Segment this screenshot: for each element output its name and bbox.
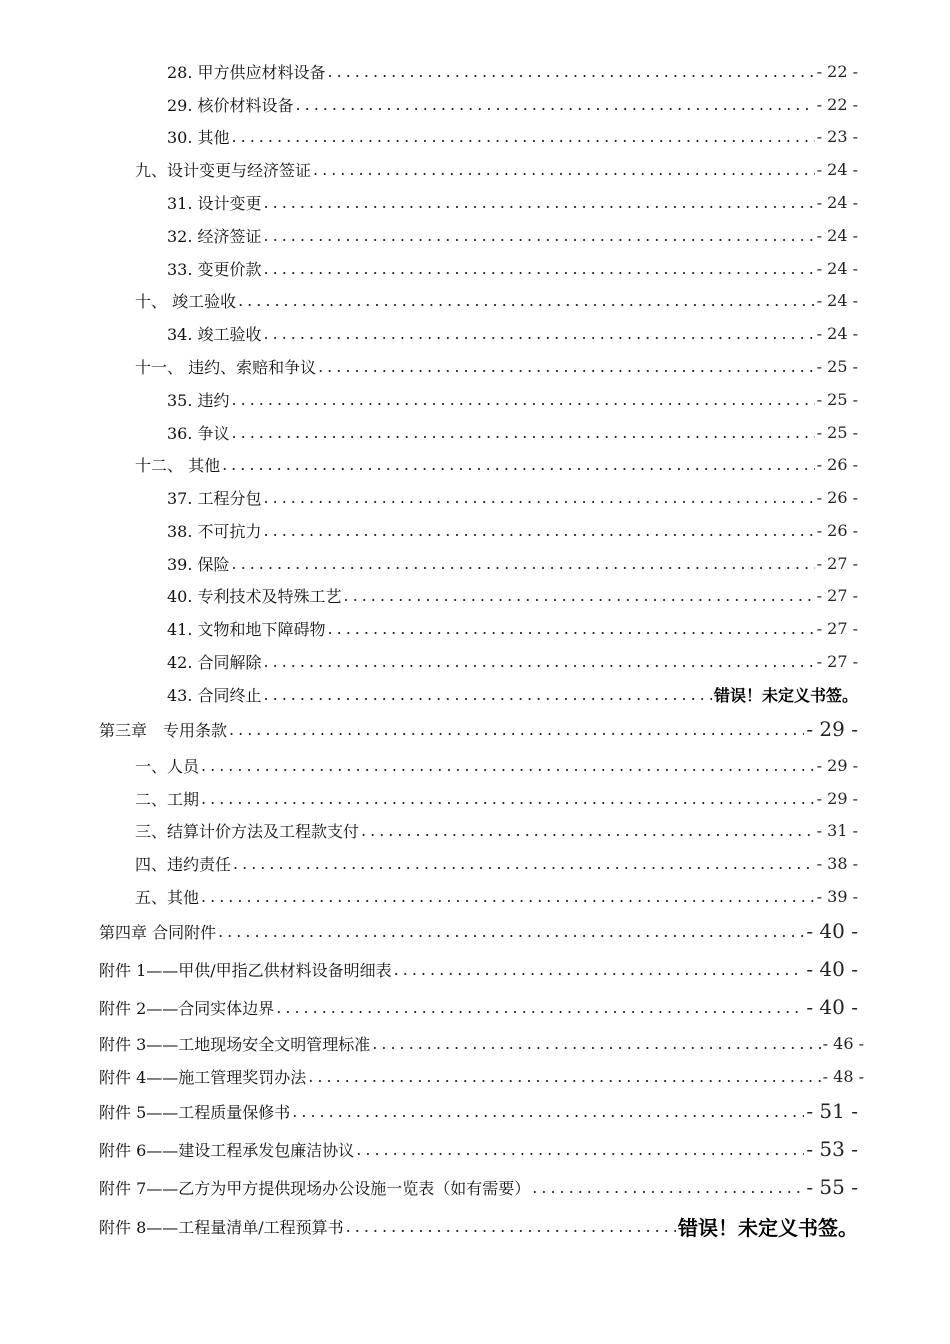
dot-leader bbox=[264, 685, 712, 704]
dot-leader bbox=[201, 789, 815, 808]
toc-chapter[interactable] bbox=[99, 715, 858, 743]
toc-entry-title: 九、设计变更与经济签证 bbox=[135, 160, 312, 180]
dot-leader bbox=[232, 390, 815, 409]
toc-entry-page: - 23 - bbox=[816, 126, 858, 146]
toc-entry[interactable] bbox=[135, 784, 858, 812]
toc-entry-page: - 25 - bbox=[816, 356, 858, 376]
toc-entry-page: - 39 - bbox=[816, 886, 858, 906]
toc-entry-page: - 38 - bbox=[816, 853, 858, 873]
toc-entry-page: - 46 - bbox=[822, 1033, 864, 1053]
dot-leader bbox=[361, 821, 815, 840]
toc-entry-page: - 22 - bbox=[816, 61, 858, 81]
toc-entry-title: 附件 2——合同实体边界 bbox=[99, 998, 275, 1018]
toc-entry-title: 32. 经济签证 bbox=[167, 226, 262, 246]
toc-entry-title: 37. 工程分包 bbox=[167, 488, 262, 508]
dot-leader bbox=[201, 887, 815, 906]
toc-entry-page: - 24 - bbox=[816, 225, 858, 245]
dot-leader bbox=[372, 1034, 820, 1053]
dot-leader bbox=[532, 1178, 804, 1197]
toc-entry-page: - 29 - bbox=[816, 755, 858, 775]
toc-entry-title: 34. 竣工验收 bbox=[167, 324, 262, 344]
toc-appendix[interactable] bbox=[99, 955, 858, 983]
toc-entry-page: - 27 - bbox=[816, 585, 858, 605]
toc-entry-title: 附件 7——乙方为甲方提供现场办公设施一览表（如有需要） bbox=[99, 1178, 531, 1198]
toc-entry-title: 31. 设计变更 bbox=[167, 193, 262, 213]
toc-entry-page: - 24 - bbox=[816, 258, 858, 278]
toc-entry-title: 第四章 合同附件 bbox=[99, 922, 217, 942]
toc-entry-title: 四、违约责任 bbox=[135, 854, 232, 874]
dot-leader bbox=[276, 998, 804, 1017]
dot-leader bbox=[264, 652, 815, 671]
dot-leader bbox=[218, 922, 804, 941]
toc-entry[interactable] bbox=[167, 90, 858, 118]
dot-leader bbox=[264, 488, 815, 507]
dot-leader bbox=[346, 1217, 676, 1236]
toc-entry[interactable] bbox=[135, 882, 858, 910]
toc-entry[interactable] bbox=[167, 57, 858, 85]
dot-leader bbox=[232, 423, 815, 442]
toc-entry-page: - 40 - bbox=[806, 995, 858, 1019]
toc-entry-page: - 26 - bbox=[816, 454, 858, 474]
toc-entry[interactable] bbox=[167, 549, 858, 577]
toc-entry[interactable] bbox=[167, 680, 858, 708]
toc-entry-title: 42. 合同解除 bbox=[167, 652, 262, 672]
toc-chapter[interactable] bbox=[99, 917, 858, 945]
toc-entry[interactable] bbox=[167, 319, 858, 347]
toc-entry[interactable] bbox=[135, 751, 858, 779]
toc-appendix[interactable] bbox=[99, 1135, 858, 1163]
dot-leader bbox=[313, 160, 815, 179]
toc-entry[interactable] bbox=[167, 418, 858, 446]
toc-entry[interactable] bbox=[167, 254, 858, 282]
toc-entry-title: 33. 变更价款 bbox=[167, 259, 262, 279]
toc-appendix[interactable] bbox=[99, 1210, 858, 1242]
toc-entry-page: - 25 - bbox=[816, 422, 858, 442]
dot-leader bbox=[292, 1102, 804, 1121]
dot-leader bbox=[264, 259, 815, 278]
toc-entry-title: 附件 3——工地现场安全文明管理标准 bbox=[99, 1034, 371, 1054]
toc-entry-title: 一、人员 bbox=[135, 756, 200, 776]
toc-entry-title: 附件 6——建设工程承发包廉洁协议 bbox=[99, 1140, 355, 1160]
toc-entry-page: - 24 - bbox=[816, 192, 858, 212]
toc-entry-title: 十二、 其他 bbox=[135, 455, 221, 475]
toc-entry-title: 附件 4——施工管理奖罚办法 bbox=[99, 1067, 307, 1087]
dot-leader bbox=[296, 95, 815, 114]
dot-leader bbox=[264, 521, 815, 540]
toc-entry-title: 39. 保险 bbox=[167, 554, 230, 574]
toc-entry[interactable] bbox=[167, 516, 858, 544]
dot-leader bbox=[264, 226, 815, 245]
dot-leader bbox=[233, 854, 815, 873]
toc-entry-page: - 27 - bbox=[816, 618, 858, 638]
toc-entry-page: - 40 - bbox=[806, 919, 858, 943]
dot-leader bbox=[328, 62, 815, 81]
dot-leader bbox=[238, 291, 815, 310]
toc-entry[interactable] bbox=[135, 849, 858, 877]
toc-entry[interactable] bbox=[167, 221, 858, 249]
toc-entry[interactable] bbox=[135, 450, 858, 478]
toc-entry-page: - 26 - bbox=[816, 520, 858, 540]
toc-entry-title: 30. 其他 bbox=[167, 127, 230, 147]
toc-entry-title: 十一、 违约、索赔和争议 bbox=[135, 357, 317, 377]
dot-leader bbox=[222, 455, 815, 474]
dot-leader bbox=[318, 357, 815, 376]
toc-entry-title: 附件 1——甲供/甲指乙供材料设备明细表 bbox=[99, 960, 392, 980]
toc-entry-title: 29. 核价材料设备 bbox=[167, 95, 294, 115]
dot-leader bbox=[328, 619, 815, 638]
toc-entry-page: - 29 - bbox=[816, 788, 858, 808]
toc-entry-title: 十、 竣工验收 bbox=[135, 291, 237, 311]
toc-appendix[interactable] bbox=[99, 1029, 864, 1057]
toc-entry[interactable] bbox=[167, 122, 858, 150]
toc-entry-title: 二、工期 bbox=[135, 789, 200, 809]
toc-entry-title: 43. 合同终止 bbox=[167, 685, 262, 705]
toc-entry-title: 35. 违约 bbox=[167, 390, 230, 410]
toc-entry-page: - 29 - bbox=[806, 717, 858, 741]
dot-leader bbox=[394, 960, 805, 979]
toc-entry-page: - 26 - bbox=[816, 487, 858, 507]
toc-entry-title: 40. 专利技术及特殊工艺 bbox=[167, 586, 342, 606]
toc-entry-page: - 24 - bbox=[816, 323, 858, 343]
toc-entry-title: 第三章 专用条款 bbox=[99, 720, 228, 740]
toc-entry-page-error: 错误！未定义书签。 bbox=[678, 1215, 858, 1240]
toc-entry-page: - 22 - bbox=[816, 94, 858, 114]
dot-leader bbox=[232, 127, 815, 146]
toc-entry[interactable] bbox=[135, 816, 858, 844]
toc-appendix[interactable] bbox=[99, 1097, 858, 1125]
toc-entry-title: 28. 甲方供应材料设备 bbox=[167, 62, 326, 82]
toc-entry-title: 41. 文物和地下障碍物 bbox=[167, 619, 326, 639]
dot-leader bbox=[308, 1067, 820, 1086]
toc-entry-page: - 24 - bbox=[816, 159, 858, 179]
dot-leader bbox=[344, 586, 815, 605]
toc-entry-page: - 48 - bbox=[822, 1066, 864, 1086]
toc-entry-title: 五、其他 bbox=[135, 887, 200, 907]
toc-entry-page: - 24 - bbox=[816, 290, 858, 310]
toc-entry-title: 附件 5——工程质量保修书 bbox=[99, 1102, 291, 1122]
toc-entry-title: 38. 不可抗力 bbox=[167, 521, 262, 541]
toc-entry-page: - 27 - bbox=[816, 651, 858, 671]
dot-leader bbox=[356, 1140, 804, 1159]
toc-entry[interactable] bbox=[167, 614, 858, 642]
toc-entry-title: 附件 8——工程量清单/工程预算书 bbox=[99, 1217, 344, 1237]
toc-entry-page-error: 错误！未定义书签。 bbox=[713, 685, 858, 705]
toc-entry-page: - 31 - bbox=[816, 820, 858, 840]
toc-entry-page: - 51 - bbox=[806, 1099, 858, 1123]
toc-entry-page: - 40 - bbox=[806, 957, 858, 981]
toc-entry[interactable] bbox=[167, 188, 858, 216]
toc-entry-page: - 55 - bbox=[806, 1175, 858, 1199]
toc-entry-title: 三、结算计价方法及工程款支付 bbox=[135, 821, 360, 841]
toc-entry[interactable] bbox=[167, 385, 858, 413]
toc-entry-title: 36. 争议 bbox=[167, 423, 230, 443]
toc-entry[interactable] bbox=[135, 352, 858, 380]
dot-leader bbox=[232, 554, 815, 573]
toc-entry[interactable] bbox=[167, 483, 858, 511]
dot-leader bbox=[264, 324, 815, 343]
toc-entry-page: - 27 - bbox=[816, 553, 858, 573]
toc-appendix[interactable] bbox=[99, 993, 858, 1021]
toc-entry-page: - 25 - bbox=[816, 389, 858, 409]
toc-entry[interactable] bbox=[135, 286, 858, 314]
toc-entry[interactable] bbox=[167, 647, 858, 675]
toc-entry[interactable] bbox=[135, 155, 858, 183]
toc-appendix[interactable] bbox=[99, 1173, 858, 1201]
dot-leader bbox=[201, 756, 815, 775]
toc-entry[interactable] bbox=[167, 581, 858, 609]
dot-leader bbox=[229, 720, 804, 739]
toc-appendix[interactable] bbox=[99, 1062, 864, 1090]
dot-leader bbox=[264, 193, 815, 212]
toc-entry-page: - 53 - bbox=[806, 1137, 858, 1161]
